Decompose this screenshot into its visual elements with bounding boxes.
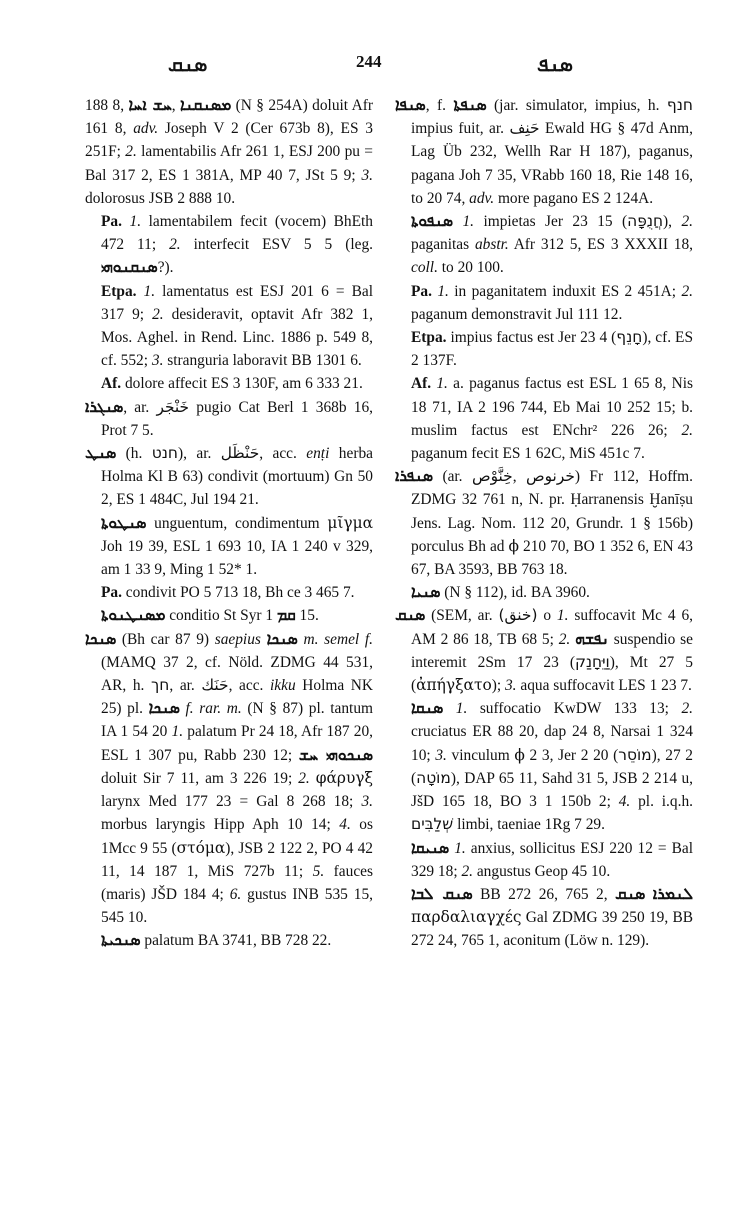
page-number: 244: [356, 52, 382, 71]
lexicon-subentry: Af. dolore affecit ES 3 130F, am 6 333 21.: [101, 375, 363, 393]
lexicon-subentry: ܣܢܝܐ (N § 112), id. BA 3960.: [411, 583, 590, 602]
lexicon-entry: ܣܢܦܪܐ (ar. خِنَّوْص, خرنوص) Fr 112, Hoffm. ZDMG 32 761 n, N. pr. Ḥarranensis Ḫanīṣu Jens. Lag. Nom. 112 20, Grundr. 1 § 156b) porculus Bh ad ϕ 210 70, BO 1 352 6, EN 43 67, BA 3593, BB 763 18.: [395, 467, 693, 579]
lexicon-subentry: ܣܢܦܘܬܐ 1. impietas Jer 23 15 (חֲנֻפָּה), 2. paganitas abstr. Afr 312 5, ES 3 XXXII 18, coll. to 20 100.: [411, 212, 694, 277]
running-head-left: ܣܢܩ: [168, 52, 208, 76]
lexicon-entry: ܣܢܦܐ, f. ܣܢܦܬܐ (jar. simulator, impius, h. חנף impius fuit, ar. حَنِف Ewald HG § 47d Anm, Lag Üb 232, Wellh Rar H 187), paganus, pagana Joh 7 35, VRabb 160 18, Rie 148 16, to 20 74, adv. more pagano ES 2 124A.: [395, 96, 693, 207]
lexicon-subentry: ܡܣܢܛܢܘܬܐ conditio St Syr 1 ܩܡ 15.: [101, 606, 319, 625]
lexicon-subentry: ܣܢܝܩܐ 1. anxius, sollicitus ESJ 220 12 = Bal 329 18; 2. angustus Geop 45 10.: [411, 838, 693, 880]
running-head-right: ܣܢܦ: [537, 52, 573, 76]
lexicon-subentry: Etpa. 1. lamentatus est ESJ 201 6 = Bal 317 9; 2. desideravit, optavit Afr 382 1, Mos. Aghel. in Rend. Linc. 1886 p. 549 8, cf. 552; 3. stranguria laboravit BB 1301 6.: [101, 282, 373, 370]
lexicon-subentry: Pa. 1. lamentabilem fecit (vocem) BhEth 472 11; 2. interfecit ESV 5 5 (leg. ܣܢܩܢܘܗܝ?).: [101, 213, 373, 277]
lexicon-subentry: Etpa. impius factus est Jer 23 4 (חָנֵף), cf. ES 2 137F.: [411, 328, 694, 370]
lexicon-entry: ܣܢܩ (SEM, ar. (خنق) o 1. suffocavit Mc 4 6, AM 2 86 18, TB 68 5; 2. ܢܦܫܗ suspendio se interemit 2Sm 17 23 (וַיֵּחָנַק), Mt 27 5 (ἀπήγξατο); 3. aqua suffocavit LES 1 23 7.: [395, 606, 693, 695]
lexicon-subentry: ܣܢܩ ܠܒܐ BB 272 26, 765 2, ܣܢܩ ܠܢܡܪܐ παρδαλιαγχές Gal ZDMG 39 250 19, BB 272 24, 765 1, aconitum (Löw n. 129).: [411, 884, 693, 950]
lexicon-subentry: Pa. 1. in paganitatem induxit ES 2 451A; 2. paganum demonstravit Jul 111 12.: [411, 282, 693, 323]
lexicon-entry: ܣܢܓܪܐ, ar. خَنْجَر pugio Cat Berl 1 368b 16, Prot 7 5.: [85, 397, 373, 439]
page-header: [0, 52, 750, 84]
lexicon-continuation: 188 8, ܚܫ ܐܚܐ, ܡܣܢܩܢܐ (N § 254A) doluit Afr 161 8, adv. Joseph V 2 (Cer 673b 8), ES 3 251F; 2. lamentabilis Afr 261 1, ESJ 200 pu = Bal 317 2, ES 1 381A, MP 40 7, JSt 5 9; 3. dolorosus JSB 2 888 10.: [85, 96, 373, 207]
lexicon-subentry: ܣܢܛܘܬܐ unguentum, condimentum μῖγμα Joh 19 39, ESL 1 693 10, IA 1 240 v 329, am 1 33 9, Ming 1 52* 1.: [101, 513, 373, 579]
lexicon-subentry: ܣܢܩܐ 1. suffocatio KwDW 133 13; 2. cruciatus ER 88 20, dap 24 8, Narsai 1 324 10; 3. vinculum ϕ 2 3, Jer 2 20 (מוֹסֵר), 27 2 (מוֹטָה), DAP 65 11, Sahd 31 5, JSB 2 214 u, JšD 165 18, BO 3 1 150b 2; 4. pl. i.q.h. שְׁלַבִּים limbi, taeniae 1Rg 7 29.: [411, 699, 694, 834]
lexicon-subentry: Af. 1. a. paganus factus est ESL 1 65 8, Nis 18 71, IA 2 196 744, Eb Mai 10 252 15; b. muslim factus est ENchr² 226 26; 2. paganum fecit ES 1 62C, MiS 451c 7.: [411, 375, 693, 463]
lexicon-subentry: Pa. condivit PO 5 713 18, Bh ce 3 465 7.: [101, 584, 355, 602]
left-column: [85, 94, 373, 953]
lexicon-entry: ܣܢܛ (h. חנט), ar. حَنْظَل, acc. enṭi herba Holma Kl B 63) condivit (mortuum) Gn 50 2, ES 1 484C, Jul 194 21.: [85, 444, 373, 509]
lexicon-entry: ܣܢܟܐ (Bh car 87 9) saepius ܣܢܟܐ m. semel f. (MAMQ 37 2, cf. Nöld. ZDMG 44 531, AR, h. חך, ar. حَنَك, acc. ikku Holma NK 25) pl. ܣܢܟܐ f. rar. m. (N § 87) pl. tantum IA 1 54 20 1. palatum Pr 24 18, Afr 187 20, ESL 1 307 pu, Rabb 230 12; ܣܢܟܘܗܝ ܚܫ doluit Sir 7 11, am 3 226 19; 2. φάρυγξ larynx Med 177 23 = Gal 8 268 18; 3. morbus laryngis Hipp Aph 10 14; 4. os 1Mcc 9 55 (στόμα), JSB 2 122 2, PO 4 42 11, 14 187 1, MiS 727b 11; 5. fauces (maris) JŠD 184 4; 6. gustus INB 535 15, 545 10.: [85, 629, 374, 927]
right-column: [395, 94, 693, 953]
lexicon-subentry: ܣܢܟܝܬܐ palatum BA 3741, BB 728 22.: [101, 931, 332, 950]
